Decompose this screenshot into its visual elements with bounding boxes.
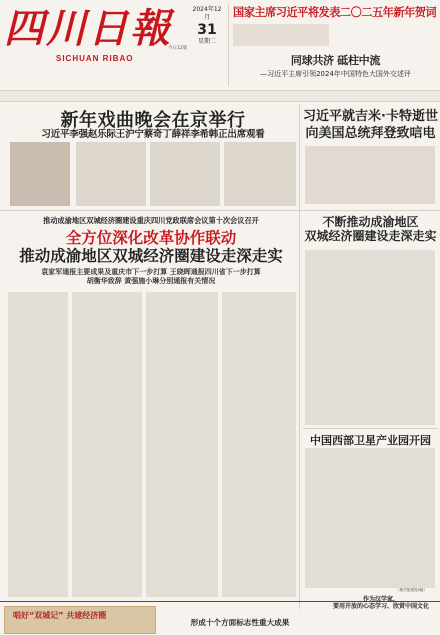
date-weekday: 星期二 xyxy=(197,38,216,45)
main-body-column-3 xyxy=(146,292,218,597)
issue-info: 今日12版 xyxy=(168,46,188,51)
sinologist-title-line-2: 要用开放的心态学习、欣赏中国文化 xyxy=(332,603,429,610)
main-headline-line-2: 推动成渝地区双城经济圈建设走深走实 xyxy=(19,247,283,265)
main-subline-1: 袁家军通报主要成果及重庆市下一步打算 王晓晖通报四川省下一步打算 xyxy=(41,268,261,276)
date-day: 31 xyxy=(197,22,217,38)
commentary-headline[interactable] xyxy=(303,215,438,243)
right-lead-body xyxy=(305,146,435,204)
diplomacy-subline: —习近平主席引领2024年中国特色大国外交述评 xyxy=(260,70,411,78)
main-sublines xyxy=(6,268,296,286)
info-strip xyxy=(0,90,440,102)
satellite-park-body xyxy=(305,448,435,588)
commentary-headline-line-2: 双城经济圈建设走深走实 xyxy=(304,229,437,243)
date-year-month: 2024年12月 xyxy=(192,6,222,21)
publication-info xyxy=(168,46,226,52)
newspaper-logo: 四川日報 xyxy=(4,5,172,52)
commentary-body xyxy=(305,250,435,425)
main-body-column-1 xyxy=(8,292,68,597)
lead-subline: 习近平李强赵乐际王沪宁蔡奇丁薛祥李希韩正出席观看 xyxy=(41,129,265,140)
related-report-note: （相关报道见4版） xyxy=(396,588,428,592)
lead-headline[interactable]: 新年戏曲晚会在京举行 xyxy=(60,110,246,131)
banner-title: 唱好“双城记” 共建经济圈 xyxy=(13,611,107,620)
lead-body-column-3 xyxy=(150,142,220,206)
main-headline-line-1: 全方位深化改革协作联动 xyxy=(65,229,237,247)
shuangcheng-banner[interactable] xyxy=(4,606,156,634)
section-rule xyxy=(0,210,440,211)
date-box xyxy=(192,6,222,46)
lead-body-column-1 xyxy=(10,142,70,206)
lead-body-column-4 xyxy=(224,142,296,206)
main-headline[interactable] xyxy=(6,229,296,265)
main-kicker: 推动成渝地区双城经济圈建设重庆四川党政联席会议第十次会议召开 xyxy=(43,216,259,225)
lead-body-column-2 xyxy=(76,142,146,206)
main-body-column-2 xyxy=(72,292,142,597)
main-subline-2: 胡衡华致辞 黄强施小琳分别通报有关情况 xyxy=(86,277,216,285)
top-right-block xyxy=(228,4,438,86)
commentary-headline-line-1: 不断推动成渝地区 xyxy=(322,215,419,229)
masthead-logo xyxy=(4,5,189,63)
diplomacy-headline[interactable]: 同球共济 砥柱中流 xyxy=(290,54,381,67)
main-body-column-4 xyxy=(222,292,296,597)
satellite-park-headline[interactable]: 中国西部卫星产业园开园 xyxy=(310,434,431,447)
newspaper-logo-english: SICHUAN RIBAO xyxy=(56,54,134,63)
bottom-center-title: 形成十个方面标志性重大成果 xyxy=(190,618,290,627)
sinologist-title-line-1: 作为汉学家， xyxy=(362,596,399,603)
new-year-address-headline[interactable]: 国家主席习近平将发表二〇二五年新年贺词 xyxy=(233,6,437,19)
bottom-center-story[interactable] xyxy=(160,606,320,628)
right-section-rule xyxy=(303,428,438,429)
new-year-address-body xyxy=(233,22,438,50)
sinologist-story[interactable] xyxy=(326,596,436,610)
column-divider xyxy=(299,104,300,609)
right-lead-headline[interactable]: 习近平就吉米·卡特逝世向美国总统拜登致唁电 xyxy=(303,109,438,141)
